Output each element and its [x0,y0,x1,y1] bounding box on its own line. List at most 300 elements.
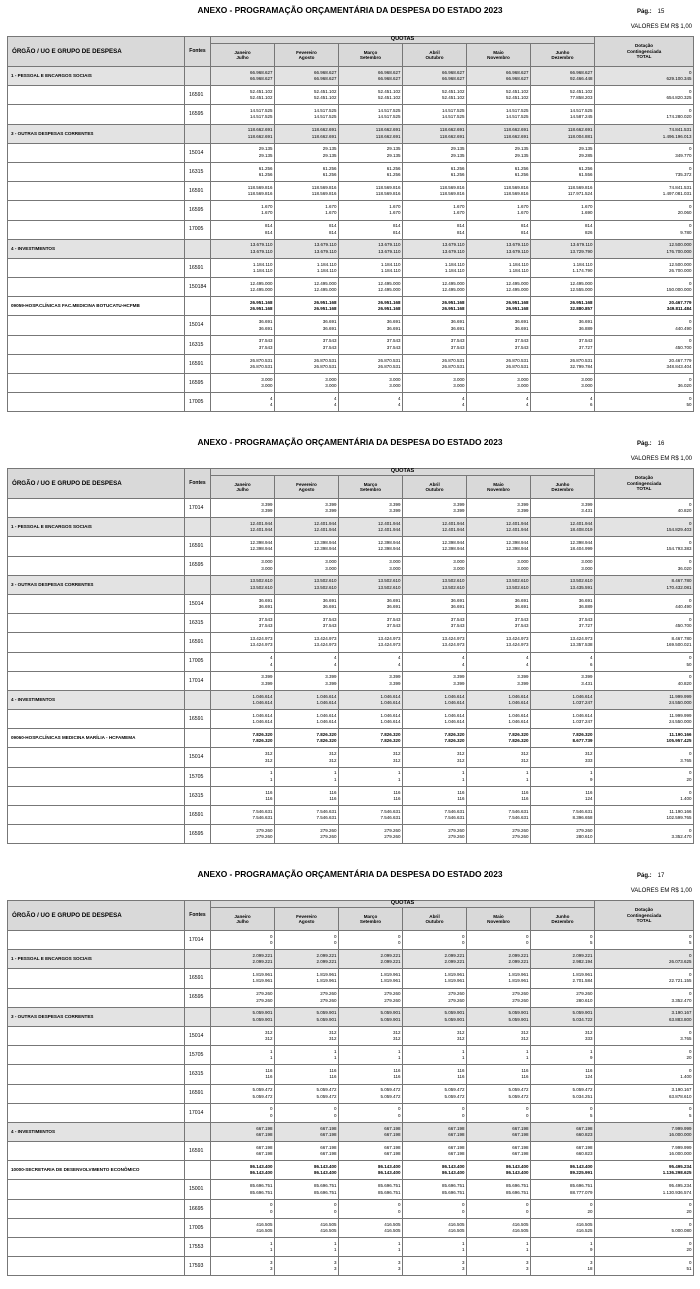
value-first: 12.495.000 [249,280,273,286]
quota-cell [403,671,467,690]
value-second: 40.820 [677,508,692,514]
quota-cell [403,594,467,613]
value-second: 26.951.168 [377,306,401,312]
value-second: 85.696.751 [505,1189,529,1195]
quota-cell [211,1084,275,1103]
value-second: 18.408.019 [570,527,593,533]
fonte-code [185,239,211,258]
value-second: 118.569.816 [503,191,529,197]
contingency-cell [595,1218,694,1237]
value-first: 20.467.779 [669,357,692,363]
value-second: 50 [686,661,692,667]
value-second: 37.543 [450,344,465,350]
value-second: 667.198 [384,1151,401,1157]
value-first: 61.256 [258,165,273,171]
value-second: 1.037.247 [572,699,593,705]
value-second: 61.556 [578,172,593,178]
value-first: 116 [585,1068,593,1073]
quota-cell [403,182,467,201]
value-first: 4 [269,395,273,401]
quota-cell [339,393,403,412]
value-second: 26.700.000 [669,267,692,273]
group-row [8,518,694,537]
quota-cell [211,239,275,258]
quota-cell [403,710,467,729]
value-first: 26.951.168 [377,299,401,305]
quota-cell [403,988,467,1007]
value-second: 3.765 [680,757,692,763]
quota-cell [211,614,275,633]
row-label [8,988,185,1007]
contingency-cell [595,1257,694,1276]
quota-cell [403,575,467,594]
value-first: 0 [689,616,692,622]
quota-cell [211,825,275,844]
value-first: 3.000 [261,559,273,565]
value-second: 20 [686,1055,692,1061]
value-second: 37.543 [258,344,273,350]
value-first: 312 [520,1029,529,1035]
value-first: 66.968.627 [570,69,593,75]
value-first: 4 [397,655,401,661]
fonte-code: 16315 [185,1065,211,1084]
value-first: 36.691 [258,597,273,603]
value-second: 116 [265,1074,273,1080]
value-first: 3 [397,1259,401,1265]
row-label-text: 09060-HOSP.CLÍNICAS MEDICINA MARÍLIA - HCFAMEMA [11,735,136,741]
value-first: 7.826.320 [572,731,593,737]
value-second: 9.780 [680,229,692,235]
value-second: 36.691 [450,325,465,331]
table-body [8,67,694,412]
value-first: 0 [525,1106,529,1112]
quota-cell [467,124,531,143]
value-first: 0 [689,1029,692,1035]
value-first: 1 [269,1048,273,1054]
quota-cell [403,969,467,988]
value-first: 667.198 [576,1125,593,1131]
value-first: 37.543 [514,616,529,622]
fonte-code: 17014 [185,931,211,950]
quota-cell [275,162,339,181]
value-first: 0 [689,165,692,171]
quota-cell [275,825,339,844]
quota-cell [275,1007,339,1026]
value-second: 29.135 [514,152,529,158]
row-label [8,825,185,844]
quota-cell [339,988,403,1007]
source-row [8,86,694,105]
quota-cell [339,1161,403,1180]
quota-cell [403,374,467,393]
value-first: 12.398.944 [570,540,593,546]
value-second: 814 [328,229,337,235]
value-first: 1.184.110 [316,261,337,267]
contingency-cell [595,1142,694,1161]
value-second: 20 [686,1247,692,1253]
source-row [8,1142,694,1161]
quota-cell [211,201,275,220]
value-first: 0 [689,88,692,94]
quota-cell [467,182,531,201]
quota-cell [339,748,403,767]
value-first: 814 [585,223,593,229]
quota-cell [403,1199,467,1218]
quota-cell [339,969,403,988]
value-first: 312 [456,751,465,757]
value-first: 37.543 [258,338,273,344]
contingency-cell [595,143,694,162]
value-first: 0 [689,540,692,546]
value-second: 1.184.110 [508,267,529,273]
value-second: 124 [585,795,593,801]
quota-cell [403,556,467,575]
value-first: 36.691 [514,597,529,603]
group-row [8,1122,694,1141]
value-second: 1.184.110 [444,267,465,273]
value-second: 32.880.857 [570,306,593,312]
value-second: 116 [393,1074,401,1080]
value-first: 1 [525,770,529,776]
quota-cell [275,950,339,969]
quota-cell [531,786,595,805]
contingency-cell [595,969,694,988]
value-first: 667.198 [512,1125,529,1131]
value-first: 0 [689,501,692,507]
value-second: 667.198 [320,1131,337,1137]
quota-cell [531,297,595,316]
row-label [8,614,185,633]
contingency-cell [595,710,694,729]
quota-cell [403,1103,467,1122]
value-second: 29.135 [450,152,465,158]
value-first: 0 [590,933,593,939]
quota-cell [211,1218,275,1237]
value-second: 312 [264,1036,273,1042]
fonte-code: 16595 [185,374,211,393]
value-second: 36.691 [514,604,529,610]
page-number-value: 16 [657,441,665,447]
value-second: 1.184.110 [316,267,337,273]
header-org: ÓRGÃO / UO E GRUPO DE DESPESA [8,469,185,499]
header-month: Junho Dezembro [531,476,595,499]
value-second: 13.679.110 [314,248,337,254]
quota-cell [531,182,595,201]
quota-cell [531,1142,595,1161]
org-row [8,729,694,748]
value-first: 667.198 [256,1125,273,1131]
value-second: 26.870.531 [441,363,465,369]
value-first: 7.546.631 [252,808,273,814]
quota-cell [531,806,595,825]
quota-cell [339,354,403,373]
value-second: 3.352.470 [671,834,692,840]
value-second: 13.502.610 [313,584,337,590]
quota-cell [339,1026,403,1045]
value-first: 52.451.102 [249,88,273,94]
quota-cell [339,86,403,105]
quota-cell [403,1084,467,1103]
row-label [8,258,185,277]
value-first: 61.256 [450,165,465,171]
quota-cell [403,297,467,316]
quota-cell [211,278,275,297]
contingency-cell [595,690,694,709]
value-second: 51 [686,1266,692,1272]
value-second: 18.404.999 [570,546,593,552]
value-first: 0 [397,933,401,939]
value-second: 4 [525,661,529,667]
value-second: 3.352.470 [671,997,692,1003]
quota-cell [467,354,531,373]
source-row [8,1238,694,1257]
table-header [8,37,694,67]
value-first: 85.696.751 [441,1183,465,1189]
value-first: 667.198 [448,1125,465,1131]
value-first: 4 [461,655,465,661]
value-first: 0 [689,1048,692,1054]
contingency-cell [595,278,694,297]
value-first: 312 [392,751,401,757]
value-first: 0 [590,1202,593,1208]
value-second: 52.451.102 [377,95,401,101]
row-label [8,690,185,709]
value-first: 1.819.961 [252,972,273,978]
header-month: Abril Outubro [403,476,467,499]
value-first: 36.691 [450,597,465,603]
row-label [8,537,185,556]
quota-cell [467,652,531,671]
value-first: 12.401.944 [505,520,529,526]
contingency-cell [595,220,694,239]
value-second: 124 [585,1074,593,1080]
value-second: 5.059.472 [380,1093,401,1099]
quota-cell [339,1180,403,1199]
value-first: 2.099.221 [380,952,401,958]
quota-cell [467,258,531,277]
source-row [8,182,694,201]
value-second: 12.398.944 [249,546,273,552]
value-first: 13.679.110 [442,242,465,248]
fonte-code: 15014 [185,748,211,767]
quota-cell [531,537,595,556]
value-first: 36.691 [322,597,337,603]
quota-cell [339,1238,403,1257]
fonte-code: 16315 [185,335,211,354]
quota-cell [339,786,403,805]
quota-cell [275,594,339,613]
value-first: 1.184.110 [508,261,529,267]
group-row [8,690,694,709]
quota-cell [467,1103,531,1122]
table-header [8,901,694,931]
source-row [8,278,694,297]
value-second: 312 [456,1036,465,1042]
value-second: 3.399 [261,680,273,686]
value-second: 333 [585,1036,593,1042]
fonte-code: 17553 [185,1238,211,1257]
value-first: 0 [689,1240,692,1246]
quota-cell [275,1199,339,1218]
value-second: 116 [521,1074,529,1080]
fonte-code: 16595 [185,988,211,1007]
value-second: 66.968.627 [377,76,401,82]
value-first: 0 [689,952,692,958]
value-first: 12.398.944 [377,540,401,546]
value-second: 40.820 [677,680,692,686]
quota-cell [531,499,595,518]
value-second: 86.143.400 [249,1170,273,1176]
value-second: 13.679.110 [442,248,465,254]
quota-cell [275,767,339,786]
quota-cell [531,594,595,613]
value-second: 85.696.751 [313,1189,337,1195]
header-month: Março Setembro [339,44,403,67]
value-first: 5.059.901 [572,1010,593,1016]
value-first: 5.059.472 [316,1087,337,1093]
value-first: 416.505 [384,1221,401,1227]
value-second: 735.372 [675,172,692,178]
quota-cell [531,1046,595,1065]
value-second: 52.451.102 [313,95,337,101]
quota-cell [339,182,403,201]
quota-cell [467,767,531,786]
contingency-cell [595,1122,694,1141]
value-second: 1.046.614 [380,719,401,725]
value-second: 3.431 [581,508,593,514]
value-first: 37.543 [578,616,593,622]
value-first: 52.451.102 [313,88,337,94]
value-second: 86.143.400 [313,1170,337,1176]
quota-cell [467,729,531,748]
value-first: 118.662.691 [375,127,401,133]
contingency-cell [595,124,694,143]
value-second: 7.826.320 [380,738,401,744]
value-second: 3.000 [261,383,273,389]
quota-cell [531,1180,595,1199]
quota-cell [275,1026,339,1045]
value-second: 5.059.472 [316,1093,337,1099]
contingency-cell [595,1007,694,1026]
source-row [8,393,694,412]
value-second: 0 [333,1112,337,1118]
row-label [8,518,185,537]
value-first: 13.679.110 [314,242,337,248]
value-first: 12.495.000 [441,280,465,286]
quota-cell [339,931,403,950]
quota-cell [467,786,531,805]
quota-cell [531,729,595,748]
value-first: 279.260 [320,991,337,997]
quota-cell [211,594,275,613]
quota-cell [211,806,275,825]
value-first: 5.059.472 [380,1087,401,1093]
fonte-code [185,1161,211,1180]
value-first: 7.546.631 [572,808,593,814]
value-first: 66.968.627 [441,69,465,75]
quota-cell [275,1046,339,1065]
value-second: 85.696.751 [441,1189,465,1195]
fonte-code: 16595 [185,201,211,220]
quota-cell [531,931,595,950]
quota-cell [467,988,531,1007]
quota-cell [467,806,531,825]
value-second: 13.679.110 [506,248,529,254]
contingency-cell [595,1199,694,1218]
value-first: 118.662.691 [503,127,529,133]
value-first: 12.495.000 [570,280,593,286]
value-first: 12.401.944 [441,520,465,526]
value-second: 416.525 [576,1227,593,1233]
source-row [8,354,694,373]
value-second: 116 [393,795,401,801]
quota-cell [403,950,467,969]
value-first: 5.059.472 [252,1087,273,1093]
value-second: 348.843.404 [666,363,692,369]
value-first: 116 [521,789,529,795]
quota-cell [211,575,275,594]
value-second: 2.982.194 [572,959,593,965]
value-first: 3.399 [453,674,465,680]
quota-cell [211,258,275,277]
value-second: 4 [461,661,465,667]
value-first: 7.826.320 [316,731,337,737]
value-first: 74.841.531 [669,127,692,133]
org-row [8,297,694,316]
row-label [8,594,185,613]
quota-cell [467,374,531,393]
value-first: 312 [585,751,593,757]
quota-cell [275,633,339,652]
contingency-cell [595,1046,694,1065]
value-second: 5.059.901 [252,1016,273,1022]
value-first: 3.000 [453,376,465,382]
value-first: 11.190.166 [669,731,692,737]
quota-cell [211,767,275,786]
value-second: 61.256 [258,172,273,178]
value-first: 3.000 [517,559,529,565]
quota-cell [467,239,531,258]
report-page [0,0,700,425]
value-second: 1 [269,776,273,782]
quota-cell [403,1122,467,1141]
value-first: 118.569.816 [567,184,593,190]
row-label [8,1238,185,1257]
value-second: 116 [457,1074,465,1080]
value-second: 629.100.345 [666,76,692,82]
value-second: 12.495.000 [441,287,465,293]
value-first: 13.679.110 [570,242,593,248]
quota-cell [531,124,595,143]
value-second: 3.765 [680,1036,692,1042]
quota-cell [467,1161,531,1180]
value-first: 0 [689,280,692,286]
fonte-code: 16591 [185,1142,211,1161]
quota-cell [339,1142,403,1161]
value-first: 814 [328,223,337,229]
value-second: 170.432.081 [666,584,692,590]
value-first: 12.398.944 [505,540,529,546]
quota-cell [531,690,595,709]
value-first: 11.999.999 [669,693,692,699]
quota-cell [275,316,339,335]
value-first: 0 [689,655,692,661]
value-first: 85.696.751 [249,1183,273,1189]
contingency-cell [595,931,694,950]
value-second: 667.198 [256,1151,273,1157]
value-second: 118.569.816 [247,191,273,197]
fonte-code: 16591 [185,86,211,105]
